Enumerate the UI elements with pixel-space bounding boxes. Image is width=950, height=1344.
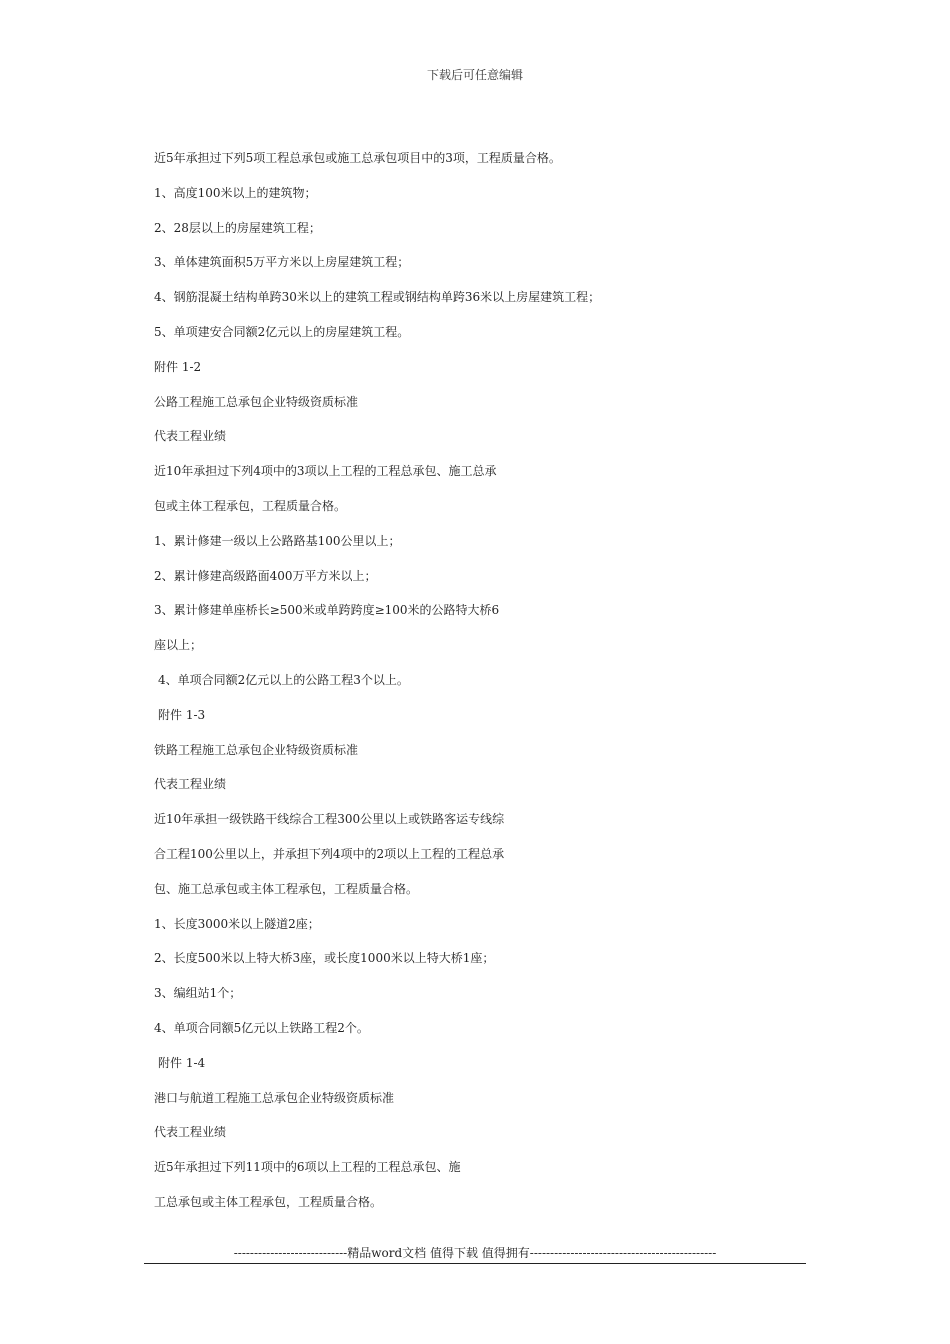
attachment-label: 附件 1-3 <box>158 707 206 722</box>
paragraph-line: 近10年承担过下列4项中的3项以上工程的工程总承包、施工总承 <box>154 464 497 479</box>
list-item: 1、累计修建一级以上公路路基100公里以上； <box>154 533 401 548</box>
list-item: 2、累计修建高级路面400万平方米以上； <box>154 568 377 583</box>
list-item: 3、编组站1个； <box>154 986 242 1001</box>
list-item: 2、28层以上的房屋建筑工程； <box>154 220 321 235</box>
list-item: 3、累计修建单座桥长≥500米或单跨跨度≥100米的公路特大桥6 <box>154 603 500 618</box>
paragraph-line: 近10年承担一级铁路干线综合工程300公里以上或铁路客运专线综 <box>154 812 505 827</box>
paragraph-line: 座以上； <box>154 638 203 653</box>
section-title: 铁路工程施工总承包企业特级资质标准 <box>154 742 359 757</box>
section-subtitle: 代表工程业绩 <box>154 1125 227 1140</box>
footer-divider <box>144 1263 806 1264</box>
list-item: 4、单项合同额5亿元以上铁路工程2个。 <box>154 1020 369 1035</box>
list-item: 5、单项建安合同额2亿元以上的房屋建筑工程。 <box>154 324 410 339</box>
list-item: 4、钢筋混凝土结构单跨30米以上的建筑工程或钢结构单跨36米以上房屋建筑工程； <box>154 290 601 305</box>
section-title: 港口与航道工程施工总承包企业特级资质标准 <box>154 1090 395 1105</box>
attachment-label: 附件 1-2 <box>154 359 202 374</box>
list-item: 3、单体建筑面积5万平方米以上房屋建筑工程； <box>154 255 410 270</box>
paragraph-line: 包或主体工程承包，工程质量合格。 <box>154 498 347 513</box>
paragraph-line: 合工程100公里以上，并承担下列4项中的2项以上工程的工程总承 <box>154 846 505 861</box>
list-item: 2、长度500米以上特大桥3座，或长度1000米以上特大桥1座； <box>154 951 495 966</box>
paragraph-line: 近5年承担过下列5项工程总承包或施工总承包项目中的3项，工程质量合格。 <box>154 151 561 165</box>
section-subtitle: 代表工程业绩 <box>154 777 227 792</box>
list-item: 1、长度3000米以上隧道2座； <box>154 916 320 931</box>
attachment-label: 附件 1-4 <box>158 1055 206 1070</box>
section-subtitle: 代表工程业绩 <box>154 429 227 444</box>
paragraph-line: 近5年承担过下列11项中的6项以上工程的工程总承包、施 <box>154 1160 461 1175</box>
list-item: 1、高度100米以上的建筑物； <box>154 185 317 200</box>
list-item: 4、单项合同额2亿元以上的公路工程3个以上。 <box>158 672 409 687</box>
paragraph-line: 包、施工总承包或主体工程承包，工程质量合格。 <box>154 881 419 896</box>
page-footer: ----------------------------精品word文档 值得下载 值得拥有---------------------------------------------- <box>233 1246 717 1260</box>
document-body <box>154 148 794 1227</box>
page-header: 下载后可任意编辑 <box>426 68 523 82</box>
paragraph-line: 工总承包或主体工程承包，工程质量合格。 <box>154 1194 383 1209</box>
section-title: 公路工程施工总承包企业特级资质标准 <box>154 394 359 409</box>
